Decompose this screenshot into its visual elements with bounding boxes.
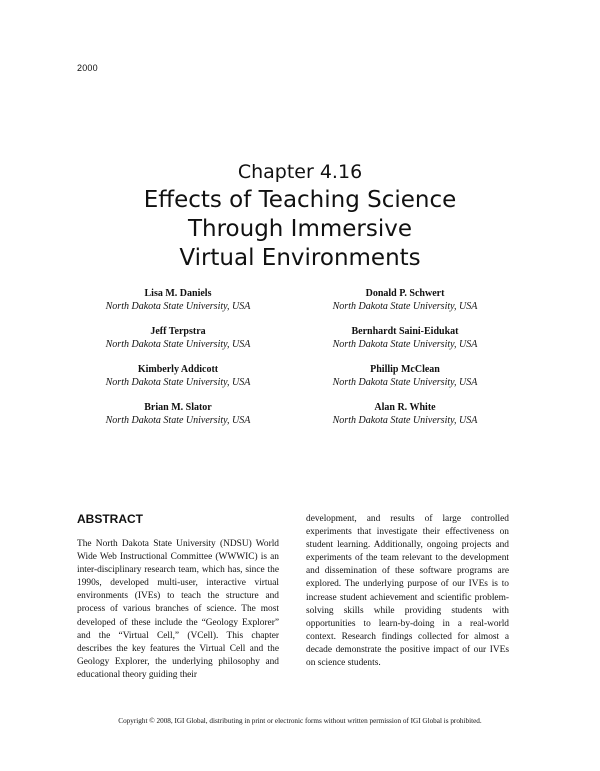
copyright-notice: Copyright © 2008, IGI Global, distributing in print or electronic forms without written permission of IGI Global is prohibited.: [118, 717, 482, 725]
author-block: [285, 325, 525, 351]
author-name: Brian M. Slator: [144, 402, 212, 413]
author-affiliation: North Dakota State University, USA: [105, 339, 251, 350]
author-name: Kimberly Addicott: [137, 364, 219, 375]
author-block: [58, 401, 298, 427]
author-block: [285, 363, 525, 389]
chapter-title: [90, 186, 510, 273]
author-name: Alan R. White: [374, 402, 436, 413]
author-block: [58, 325, 298, 351]
abstract-heading: ABSTRACT: [77, 512, 143, 526]
author-affiliation: North Dakota State University, USA: [332, 339, 478, 350]
page-year: 2000: [77, 63, 98, 73]
author-affiliation: North Dakota State University, USA: [332, 415, 478, 426]
author-block: [58, 363, 298, 389]
abstract-text-left-column: The North Dakota State University (NDSU) World Wide Web Instructional Committee (WWWIC) is an inter-disciplinary research team, which has, since the 1990s, developed multi-user, interactive virtual environments (IVEs) to teach the structure and process of various branches of science. The most developed of these include the “Geology Explorer” and the “Virtual Cell,” (VCell). This chapter describes the key features the Virtual Cell and the Geology Explorer, the underlying philosophy and educational theory guiding their: [77, 539, 279, 680]
author-block: [285, 287, 525, 313]
author-name: Lisa M. Daniels: [144, 288, 212, 299]
author-name: Donald P. Schwert: [365, 288, 445, 299]
chapter-title-line: Through Immersive: [187, 216, 413, 242]
author-name: Bernhardt Saini-Eidukat: [351, 326, 459, 337]
author-affiliation: North Dakota State University, USA: [332, 377, 478, 388]
chapter-title-line: Effects of Teaching Science: [143, 187, 457, 213]
chapter-title-line: Virtual Environments: [179, 245, 421, 271]
author-block: [58, 287, 298, 313]
author-block: [285, 401, 525, 427]
author-name: Phillip McClean: [370, 364, 440, 375]
author-affiliation: North Dakota State University, USA: [105, 301, 251, 312]
author-affiliation: North Dakota State University, USA: [105, 415, 251, 426]
abstract-text-right-column: development, and results of large controlled experiments that investigate their effectiveness on student learning. Additionally, ongoing projects and experiments of the team relevant to the development and dissemination of these software programs are explored. The underlying purpose of our IVEs is to increase student achievement and scientific problem-solving skills while providing students with opportunities to learn-by-doing in a real-world context. Research findings collected for almost a decade demonstrate the positive impact of our IVEs on science students.: [306, 514, 509, 669]
author-affiliation: North Dakota State University, USA: [332, 301, 478, 312]
author-affiliation: North Dakota State University, USA: [105, 377, 251, 388]
chapter-number: Chapter 4.16: [237, 161, 363, 183]
author-name: Jeff Terpstra: [150, 326, 206, 337]
